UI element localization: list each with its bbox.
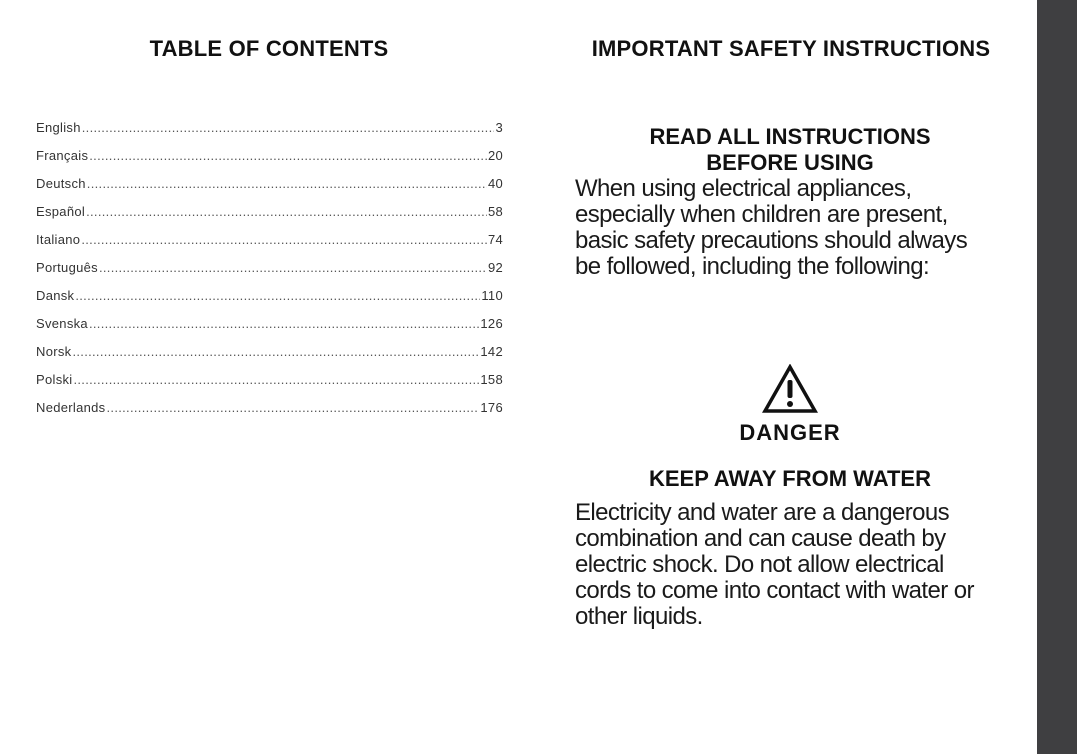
toc-page-number: 92 <box>487 260 503 275</box>
toc-label: Deutsch <box>36 176 86 191</box>
toc-entry[interactable] <box>36 120 503 148</box>
toc-label: Português <box>36 260 98 275</box>
toc-label: Norsk <box>36 344 72 359</box>
toc-page-number: 110 <box>481 288 503 303</box>
toc-entry[interactable] <box>36 260 503 288</box>
page-edge-bar <box>1037 0 1077 754</box>
toc-page-number: 20 <box>487 148 503 163</box>
intro-paragraph: When using electrical appliances, especially when children are present, basic safety precautions should always be followed, including the following: <box>575 175 968 280</box>
toc-title: TABLE OF CONTENTS <box>149 36 389 61</box>
danger-label: DANGER <box>739 420 841 445</box>
read-all-line-1: READ ALL INSTRUCTIONS <box>649 124 931 149</box>
toc-list <box>36 120 503 428</box>
toc-page-number: 58 <box>487 204 503 219</box>
toc-entry[interactable] <box>36 176 503 204</box>
toc-label: Polski <box>36 372 73 387</box>
toc-leader <box>86 204 487 219</box>
toc-label: Svenska <box>36 316 88 331</box>
toc-entry[interactable] <box>36 204 503 232</box>
toc-entry[interactable] <box>36 232 503 260</box>
toc-page-number: 142 <box>480 344 503 359</box>
toc-leader <box>99 260 487 275</box>
toc-leader <box>107 400 480 415</box>
toc-leader <box>73 372 479 387</box>
toc-leader <box>89 316 479 331</box>
toc-entry[interactable] <box>36 400 503 428</box>
toc-page-number: 158 <box>480 372 503 387</box>
toc-leader <box>72 344 479 359</box>
toc-page-number: 126 <box>480 316 503 331</box>
toc-leader <box>87 176 487 191</box>
toc-entry[interactable] <box>36 148 503 176</box>
warning-triangle-icon <box>762 364 818 414</box>
toc-leader <box>81 232 487 247</box>
toc-label: Français <box>36 148 89 163</box>
toc-entry[interactable] <box>36 372 503 400</box>
read-all-line-2: BEFORE USING <box>706 150 874 175</box>
safety-title: IMPORTANT SAFETY INSTRUCTIONS <box>591 36 991 61</box>
toc-page-number: 74 <box>487 232 503 247</box>
toc-label: Nederlands <box>36 400 106 415</box>
right-page <box>540 0 1037 754</box>
toc-page-number: 3 <box>495 120 503 135</box>
toc-leader <box>75 288 480 303</box>
toc-leader <box>82 120 495 135</box>
toc-entry[interactable] <box>36 316 503 344</box>
toc-label: Español <box>36 204 86 219</box>
toc-page-number: 176 <box>480 400 503 415</box>
keep-away-heading: KEEP AWAY FROM WATER <box>649 466 931 491</box>
toc-entry[interactable] <box>36 344 503 372</box>
read-all-heading <box>540 124 1040 176</box>
toc-label: Italiano <box>36 232 81 247</box>
toc-label: English <box>36 120 81 135</box>
toc-page-number: 40 <box>487 176 503 191</box>
toc-label: Dansk <box>36 288 75 303</box>
toc-leader <box>89 148 487 163</box>
toc-entry[interactable] <box>36 288 503 316</box>
water-paragraph: Electricity and water are a dangerous combination and can cause death by electric shock. Do not allow electrical cords to come into contact with water or other liquids. <box>575 499 974 630</box>
